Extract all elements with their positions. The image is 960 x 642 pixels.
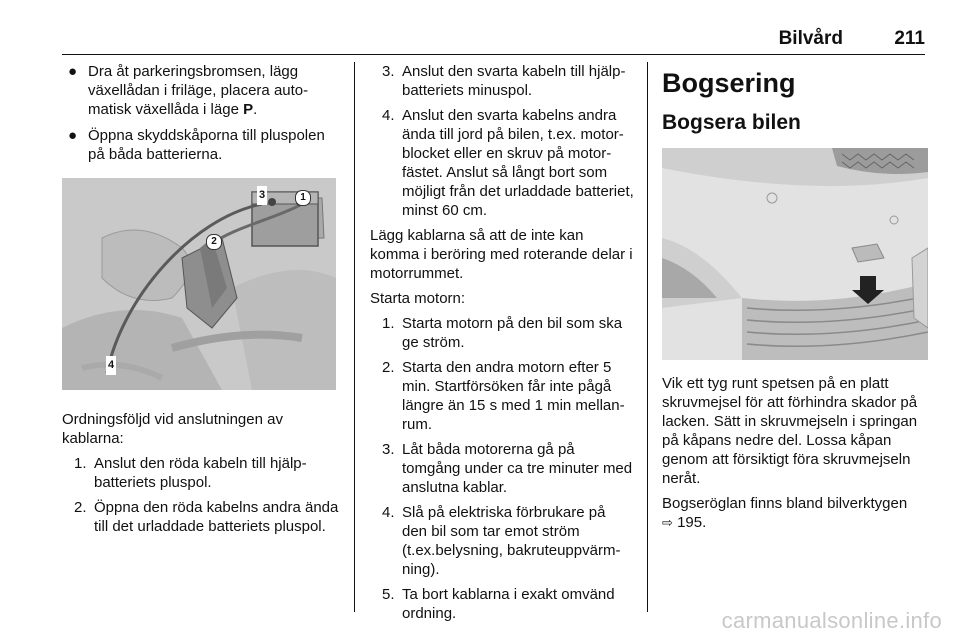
list-number: 2. (74, 499, 87, 516)
list-text: Slå på elektriska förbrukare på den bil som tar emot ström (t.ex.belysning, bakruteuppvärmning). (402, 504, 621, 578)
list-item (370, 585, 634, 623)
bullet-item (62, 126, 340, 164)
list-number: 1. (382, 315, 395, 332)
list-item (370, 503, 634, 579)
list-item (62, 454, 340, 492)
callout-label: 3 (257, 186, 267, 205)
bullet-icon: ● (68, 127, 78, 144)
page-header (62, 24, 925, 55)
page-ref-icon: ⇨ (662, 515, 673, 530)
gear-position: P (243, 101, 254, 118)
paragraph: Lägg kablarna så att de inte kan komma i beröring med roterande delar i motorrummet. (370, 227, 633, 282)
bullet-item (62, 62, 340, 119)
subsection-heading: Bogsera bilen (662, 111, 801, 134)
paragraph (662, 494, 928, 532)
list-text: Öppna den röda kabelns andra ända till det urladdade batteriets pluspol. (94, 499, 339, 535)
list-text: Anslut den svarta kabeln till hjälpbatteriets minuspol. (402, 63, 626, 99)
callout-label: 2 (206, 234, 222, 250)
list-number: 3. (382, 63, 395, 80)
list-item (62, 498, 340, 536)
section-title: Bilvård (778, 28, 843, 49)
jump-start-figure (62, 178, 336, 390)
list-text: Anslut den svarta kabelns andra ända till jord på bilen, t.ex. motorblocket eller en skruv på motorfästet. Anslut så långt bort som möjligt från det urladdade batteriet, minst 60 cm. (402, 107, 634, 219)
list-text: Starta motorn på den bil som ska ge ström. (402, 315, 623, 351)
bumper-illustration (662, 148, 928, 360)
list-text: Starta den andra motorn efter 5 min. Startförsöken får inte pågå längre än 15 s med 1 min mellanrum. (402, 359, 625, 433)
list-number: 1. (74, 455, 87, 472)
list-item (370, 440, 634, 497)
section-heading: Bogsering (662, 68, 796, 98)
list-number: 4. (382, 107, 395, 124)
engine-bay-illustration (62, 178, 336, 390)
bullet-icon: ● (68, 63, 78, 80)
page-number: 211 (894, 28, 925, 49)
list-text: Anslut den röda kabeln till hjälpbatteriets pluspol. (94, 455, 307, 491)
list-text: Ta bort kablarna i exakt omvänd ordning. (402, 586, 615, 622)
list-text: Låt båda motorerna gå på tomgång under ca tre minuter med anslutna kablar. (402, 441, 633, 496)
callout-label: 4 (106, 356, 116, 375)
column-divider (647, 62, 648, 612)
towing-figure (662, 148, 928, 360)
paragraph: Ordningsföljd vid anslutningen av kablarna: (62, 411, 283, 447)
bullet-text: Dra åt parkeringsbromsen, lägg växellådan i friläge, placera automatisk växellåda i läge (88, 63, 309, 118)
paragraph: Starta motorn: (370, 290, 466, 307)
paragraph-text: Bogseröglan finns bland bilverktygen (662, 495, 908, 512)
list-number: 3. (382, 441, 395, 458)
column-1 (62, 62, 340, 542)
bullet-text-end: . (253, 101, 258, 118)
list-item (370, 314, 634, 352)
column-divider (354, 62, 355, 612)
list-number: 4. (382, 504, 395, 521)
column-2 (370, 62, 634, 629)
list-number: 5. (382, 586, 395, 603)
column-3 (662, 62, 928, 538)
callout-label: 1 (295, 190, 311, 206)
list-item (370, 106, 634, 220)
paragraph: Vik ett tyg runt spetsen på en platt skruvmejsel för att förhindra skador på lacken. Sätt in skruvmejseln i springan på kåpans nedre del. Lossa kåpan genom att försiktigt föra skruvmejseln neråt. (662, 375, 918, 487)
list-number: 2. (382, 359, 395, 376)
list-item (370, 62, 634, 100)
watermark: carmanualsonline.info (721, 608, 942, 633)
list-item (370, 358, 634, 434)
bullet-text: Öppna skyddskåporna till pluspolen på båda batterierna. (88, 127, 325, 163)
page-ref-link[interactable]: 195. (677, 514, 707, 531)
